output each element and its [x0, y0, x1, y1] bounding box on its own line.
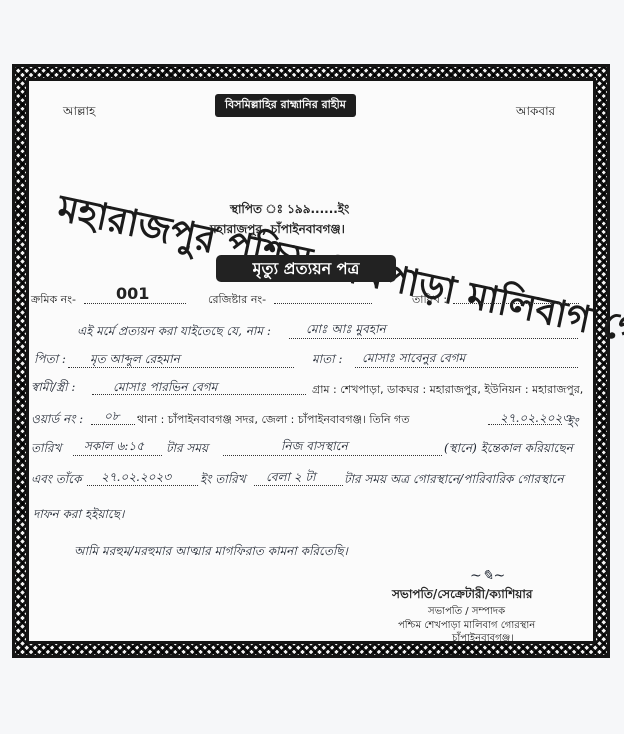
father-label: পিতা :: [34, 352, 66, 366]
place-line: [223, 455, 442, 456]
signature-mark: ~✎~: [470, 568, 506, 584]
name-value: মোঃ আঃ মুবহান: [306, 322, 386, 336]
mother-line: [355, 367, 578, 368]
place-value: নিজ বাসস্থানে: [281, 439, 348, 453]
top-left-text: আল্লাহ: [63, 104, 96, 118]
serial-value: 001: [116, 284, 150, 303]
ward-label: ওয়ার্ড নং :: [31, 412, 84, 426]
burial-suffix: টার সময় অত্র গোরস্থানে/পারিবারিক গোরস্থানে: [344, 472, 564, 486]
established-text: স্থাপিত ঃ ১৯৯......ইং: [230, 202, 350, 216]
thana-text: থানা : চাঁপাইনবাবগঞ্জ সদর, জেলা : চাঁপাইনবাবগঞ্জ। তিনি গত: [137, 413, 410, 426]
ward-value: ০৮: [104, 409, 120, 423]
burial-mid: ইং তারিখ: [200, 472, 246, 486]
time-suffix: টার সময়: [166, 441, 209, 455]
ward-line: [91, 424, 135, 425]
serial-label: ক্রমিক নং-: [31, 293, 76, 306]
burial-time: বেলা ২ টা: [266, 470, 316, 484]
stamp-line-1: সভাপতি / সম্পাদক: [428, 606, 506, 617]
died-text: (স্থানে) ইন্তেকাল করিয়াছেন: [444, 441, 573, 455]
signature-role: সভাপতি/সেক্রেটারী/ক্যাশিয়ার: [392, 587, 533, 601]
father-line: [68, 367, 294, 368]
address-text: মহারাজপুর, চাঁপাইনবাবগঞ্জ।: [210, 222, 345, 236]
time-line: [73, 455, 162, 456]
line1-prefix: এই মর্মে প্রত্যয়ন করা যাইতেছে যে, নাম :: [77, 324, 271, 338]
burial-date-line: [87, 485, 198, 486]
register-line: [274, 303, 372, 304]
certificate-title-banner: মৃত্যু প্রত্যয়ন পত্র: [216, 255, 396, 282]
burial-time-line: [254, 485, 343, 486]
serial-line: [84, 303, 186, 304]
burial-date: ২৭.০২.২০২৩: [101, 470, 172, 484]
death-suffix: ইং: [567, 415, 579, 429]
spouse-label: স্বামী/স্ত্রী :: [31, 380, 76, 394]
bismillah-badge: বিসমিল্লাহির রাহ্মানির রাহীম: [215, 94, 356, 117]
date-label: তারিখ :: [412, 293, 448, 306]
burial-end: দাফন করা হইয়াছে।: [33, 507, 125, 521]
stamp-line-2: পশ্চিম শেখপাড়া মালিবাগ গোরস্থান: [398, 620, 536, 631]
mother-label: মাতা :: [312, 352, 343, 366]
burial-prefix: এবং তাঁকে: [31, 472, 82, 486]
register-label: রেজিষ্টার নং-: [208, 293, 267, 306]
top-right-text: আকবার: [516, 104, 556, 118]
time-value: সকাল ৬:১৫: [84, 439, 144, 453]
name-line: [289, 338, 578, 339]
date2-label: তারিখ: [31, 441, 62, 455]
date-line: [453, 303, 579, 304]
prayer-text: আমি মরহুম/মরহুমার আত্মার মাগফিরাত কামনা করিতেছি।: [74, 544, 348, 558]
village-text: গ্রাম : শেখপাড়া, ডাকঘর : মহারাজপুর, ইউনিয়ন : মহারাজপুর,: [312, 383, 584, 396]
father-value: মৃত আব্দুল রেহমান: [90, 352, 180, 366]
death-date-line: [488, 424, 562, 425]
mother-value: মোসাঃ সাবেনুর বেগম: [362, 351, 466, 365]
spouse-value: মোসাঃ পারভিন বেগম: [113, 380, 218, 394]
cemetery-title: মহারাজপুর পশ্চিম মালিবাগ গোরস্থান: [53, 185, 624, 371]
spouse-line: [92, 394, 306, 395]
death-date: ২৭.০২.২০২৩: [500, 411, 571, 425]
stamp-line-3: চাঁপাইনবাবগঞ্জ।: [452, 633, 514, 644]
